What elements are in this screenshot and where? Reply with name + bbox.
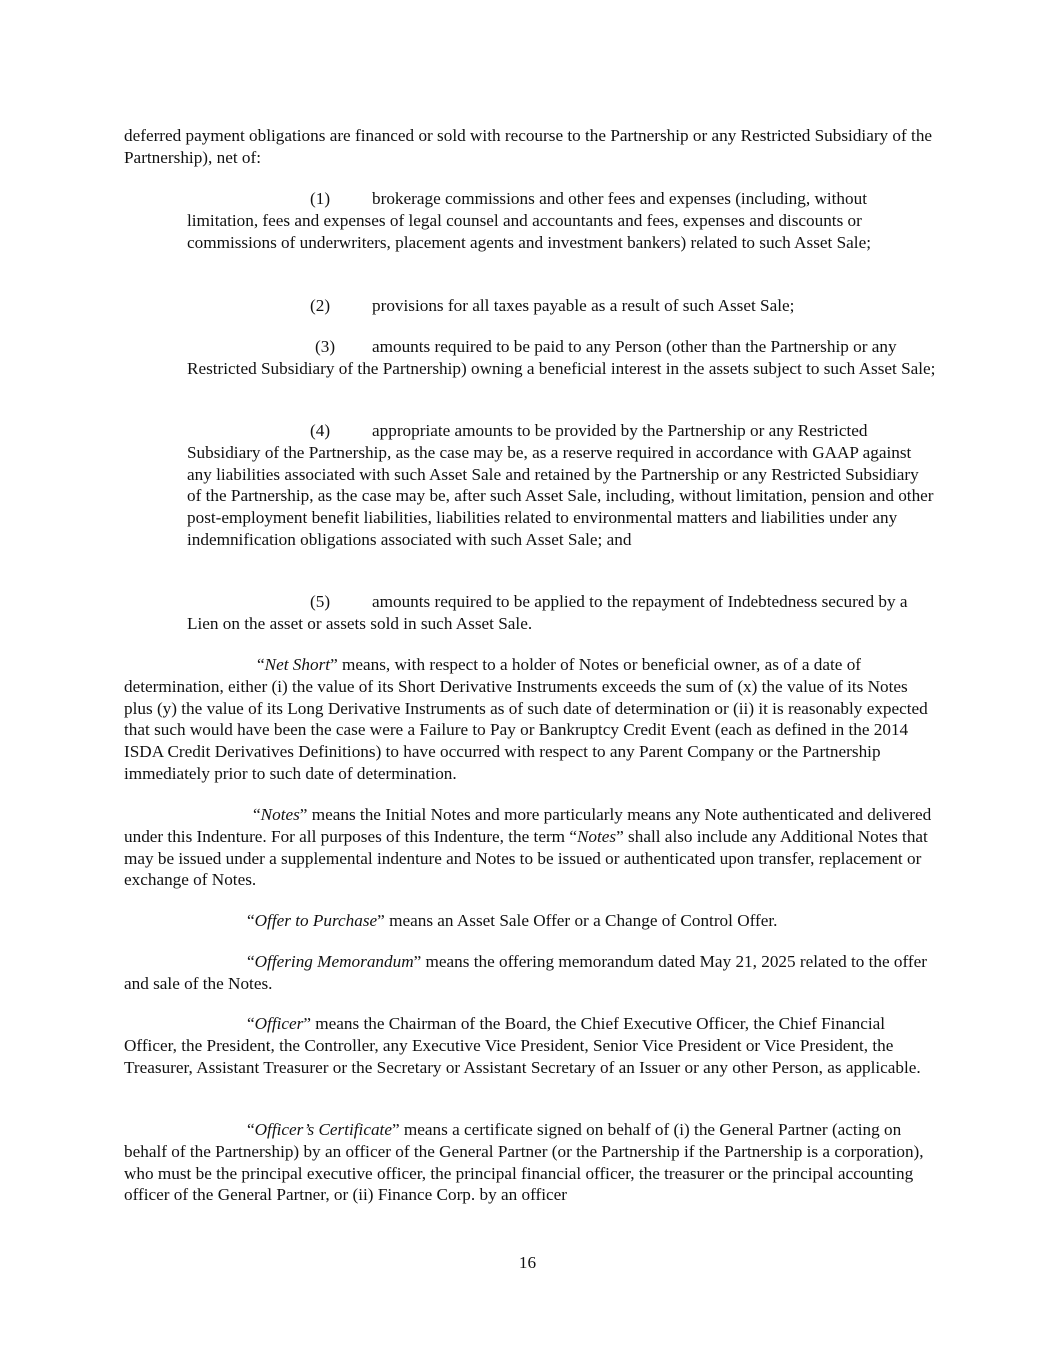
definition-officers-certificate [124,1119,936,1206]
open-quote: “ [253,805,261,824]
list-item-number: (5) [310,592,331,611]
definition-text: ” means, with respect to a holder of Notes or beneficial owner, as of a date of determination, either (i) the value of its Short Derivative Instruments exceeds the sum of (x) the value of its Notes plus (y) the value of its Long Derivative Instruments as of such date of determination or (ii) it is reasonably expected that such would have been the case were a Failure to Pay or Bankruptcy Credit Event (each as defined in the 2014 ISDA Credit Derivatives Definitions) to have occurred with respect to any Parent Company or the Partnership immediately prior to such date of determination. [124,655,928,783]
defined-term: Offer to Purchase [254,911,378,930]
defined-term: Officer’s Certificate [254,1120,392,1139]
list-item-text: amounts required to be applied to the repayment of Indebtedness secured by a Lien on the asset or assets sold in such Asset Sale. [187,592,908,633]
list-item-number: (3) [315,337,336,356]
list-item-5 [187,591,936,635]
list-item-1 [187,188,936,253]
definition-text: ” shall also include any Additional Notes that may be issued under a supplemental indenture and Notes to be issued or authenticated upon transfer, replacement or exchange of Notes. [124,826,928,890]
list-item-4 [187,420,936,551]
open-quote: “ [247,1120,255,1139]
list-item-text: appropriate amounts to be provided by the Partnership or any Restricted Subsidiary of the Partnership, as the case may be, as a reserve required in accordance with GAAP against any liabilities associated with such Asset Sale and retained by the Partnership or any Restricted Subsidiary of the Partnership, as the case may be, after such Asset Sale, including, without limitation, pension and other post-employment benefit liabilities, liabilities related to environmental matters and liabilities under any indemnification obligations associated with such Asset Sale; and [187,421,934,549]
definition-text: ” means the Chairman of the Board, the Chief Executive Officer, the Chief Financial Officer, the President, the Controller, any Executive Vice President, Senior Vice President or Vice President, the Treasurer, Assistant Treasurer or the Secretary or Assistant Secretary of an Issuer or any other Person, as applicable. [124,1014,921,1077]
list-item-number: (4) [310,421,331,440]
defined-term: Officer [254,1014,304,1033]
definition-offer-to-purchase [124,910,936,932]
list-item-text: provisions for all taxes payable as a result of such Asset Sale; [372,296,795,315]
list-item-number: (1) [310,189,331,208]
definition-notes [124,804,936,891]
definition-text: ” means the offering memorandum dated May 21, 2025 related to the offer and sale of the Notes. [124,952,928,993]
defined-term: Offering Memorandum [254,952,414,971]
definition-offering-memorandum [124,951,936,995]
page-number: 16 [518,1253,537,1272]
open-quote: “ [247,952,255,971]
open-quote: “ [247,911,255,930]
defined-term: Net Short [264,655,331,674]
open-quote: “ [257,655,265,674]
definition-net-short [124,654,936,785]
defined-term: Notes [260,805,300,824]
definition-text: ” means the Initial Notes and more particularly means any Note authenticated and delivered under this Indenture. For all purposes of this Indenture, the term “ [124,805,932,846]
definition-officer [124,1013,936,1078]
open-quote: “ [247,1014,255,1033]
definition-text: ” means a certificate signed on behalf of (i) the General Partner (acting on behalf of the Partnership) by an officer of the General Partner (or the Partnership if the Partnership is a corporation), who must be the principal executive officer, the principal financial officer, the treasurer or the principal accounting officer of the General Partner, or (ii) Finance Corp. by an officer [124,1120,924,1205]
definition-text: ” means an Asset Sale Offer or a Change of Control Offer. [377,911,778,930]
list-item-text: brokerage commissions and other fees and expenses (including, without limitation, fees and expenses of legal counsel and accountants and fees, expenses and discounts or commissions of underwriters, placement agents and investment bankers) related to such Asset Sale; [187,189,871,252]
list-item-number: (2) [310,296,331,315]
list-item-text: amounts required to be paid to any Person (other than the Partnership or any Restricted Subsidiary of the Partnership) owning a beneficial interest in the assets subject to such Asset Sale; [187,337,936,378]
list-item-2 [187,295,936,317]
intro-paragraph: deferred payment obligations are financed or sold with recourse to the Partnership or any Restricted Subsidiary of the Partnership), net of: [124,126,933,167]
defined-term: Notes [576,826,617,846]
list-item-3 [187,336,936,380]
